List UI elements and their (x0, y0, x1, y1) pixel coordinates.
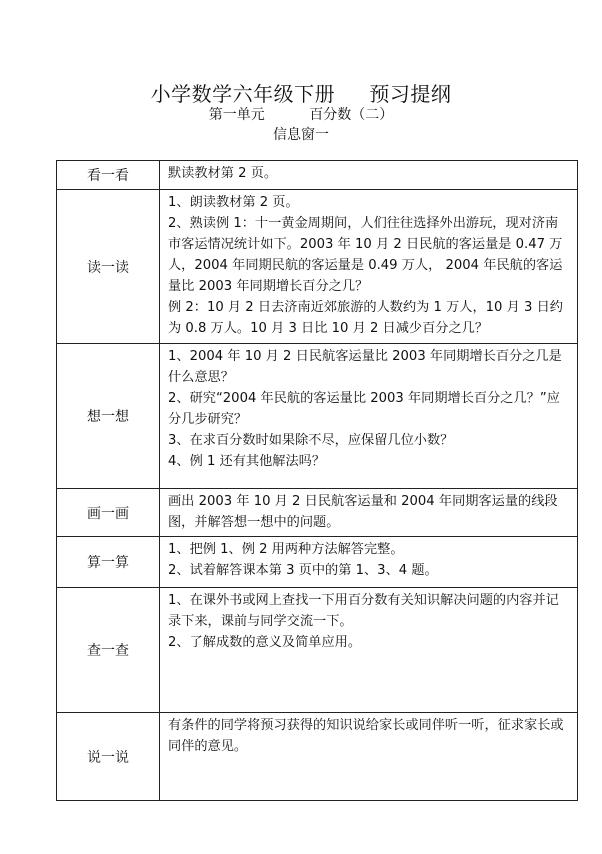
content-line: 画出 2003 年 10 月 2 日民航客运量和 2004 年同期客运量的线段图，并解答想一想中的问题。 (168, 494, 558, 530)
row-label: 查一查 (57, 588, 160, 713)
preview-outline-table (56, 160, 578, 801)
content-line: 例 2：10 月 2 日去济南近郊旅游的人数约为 1 万人，10 月 3 日约为 0.8 万人。10 月 3 日比 10 月 2 日减少百分之几？ (168, 300, 563, 336)
unit-heading: 第一单元 百分数（二） (208, 107, 394, 123)
table-row-shuo (57, 713, 578, 801)
row-content (160, 489, 578, 537)
content-line: 4、例 1 还有其他解法吗？ (168, 454, 326, 469)
row-label: 看一看 (57, 161, 160, 190)
content-line: 默读教材第 2 页。 (168, 166, 278, 181)
content-line: 2、研究“2004 年民航的客运量比 2003 年同期增长百分之几？”应分几步研究？ (168, 391, 560, 427)
content-line: 1、朗读教材第 2 页。 (168, 195, 299, 210)
table-row-kan (57, 161, 578, 190)
page-title: 小学数学六年级下册 预习提纲 (150, 82, 452, 106)
row-content (160, 344, 578, 489)
row-label: 算一算 (57, 537, 160, 588)
content-line: 有条件的同学将预习获得的知识说给家长或同伴听一听，征求家长或同伴的意见。 (168, 718, 564, 754)
row-label: 想一想 (57, 344, 160, 489)
content-line: 1、2004 年 10 月 2 日民航客运量比 2003 年同期增长百分之几是什么意思？ (168, 349, 562, 385)
table-row-cha (57, 588, 578, 713)
content-line: 2、熟读例 1：十一黄金周期间，人们往往选择外出游玩，现对济南市客运情况统计如下。2003 年 10 月 2 日民航的客运量是 0.47 万人，2004 年同期民航的客运量是 0.49 万人， 2004 年民航的客运量比 2003 年同期增长百分之几？ (168, 216, 563, 294)
row-content (160, 588, 578, 713)
row-content (160, 161, 578, 190)
content-line: 2、试着解答课本第 3 页中的第 1、3、4 题。 (168, 563, 438, 578)
row-label: 说一说 (57, 713, 160, 801)
section-heading: 信息窗一 (273, 127, 329, 143)
row-label: 画一画 (57, 489, 160, 537)
row-content (160, 713, 578, 801)
table-row-du (57, 190, 578, 344)
row-label: 读一读 (57, 190, 160, 344)
content-line: 1、把例 1、例 2 用两种方法解答完整。 (168, 542, 404, 557)
content-line: 1、在课外书或网上查找一下用百分数有关知识解决问题的内容并记录下来，课前与同学交流一下。 (168, 593, 559, 629)
table-row-suan (57, 537, 578, 588)
row-content (160, 190, 578, 344)
table-row-hua (57, 489, 578, 537)
row-content (160, 537, 578, 588)
content-line: 2、了解成数的意义及简单应用。 (168, 635, 362, 650)
table-row-xiang (57, 344, 578, 489)
content-line: 3、在求百分数时如果除不尽，应保留几位小数？ (168, 433, 454, 448)
